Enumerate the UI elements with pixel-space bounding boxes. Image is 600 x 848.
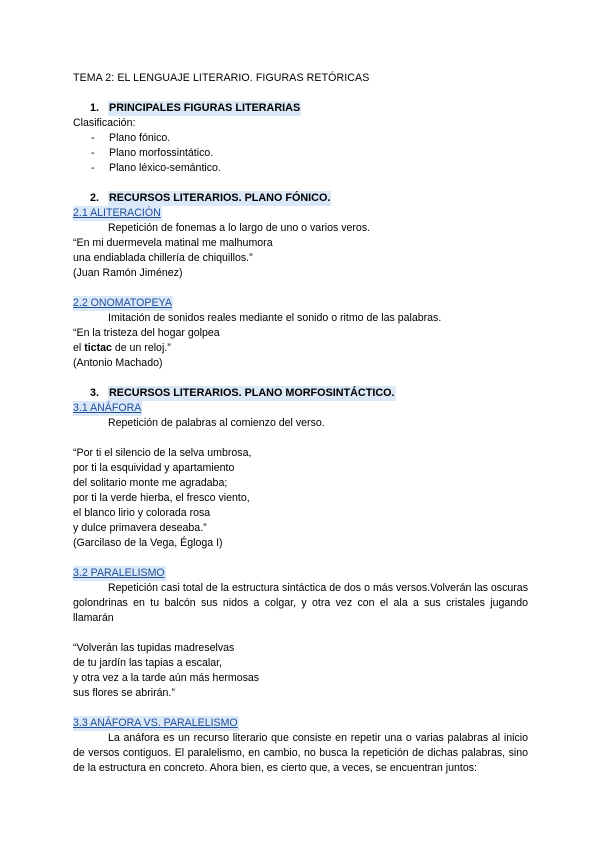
- section-2-heading: [73, 191, 528, 206]
- section-2-number: 2.: [90, 192, 100, 204]
- document-title: TEMA 2: EL LENGUAJE LITERARIO. FIGURAS RETÓRICAS: [73, 72, 370, 84]
- quote-author: (Garcilaso de la Vega, Égloga I): [73, 537, 223, 549]
- quote-author: (Juan Ramón Jiménez): [73, 267, 183, 279]
- subsection-anafora-vs-paralelismo: 3.3 ANÁFORA VS. PARALELISMO: [73, 717, 238, 729]
- quote-line: “Volverán las tupidas madreselvas: [73, 642, 235, 654]
- onomatopeya-definition: Imitación de sonidos reales mediante el sonido o ritmo de las palabras.: [108, 312, 442, 324]
- anafora-vs-paralelismo-definition: La anáfora es un recurso literario que consiste en repetir una o varias palabras al inicio de versos contiguos. El paralelismo, en cambio, no busca la repetición de dichas palabras, sino de la estructura en concreto. Ahora bien, es cierto que, a veces, se encuentran juntos:: [73, 732, 528, 774]
- anafora-definition: Repetición de palabras al comienzo del verso.: [108, 417, 325, 429]
- quote-line: una endiablada chillería de chiquillos.”: [73, 252, 253, 264]
- quote-line: sus flores se abrirán.”: [73, 687, 175, 699]
- section-1-title: PRINCIPALES FIGURAS LITERARIAS: [109, 102, 301, 114]
- quote-line: del solitario monte me agradaba;: [73, 477, 228, 489]
- quote-line: el blanco lirio y colorada rosa: [73, 507, 211, 519]
- subsection-anafora: 3.1 ANÁFORA: [73, 402, 142, 414]
- quote-line: “En la tristeza del hogar golpea: [73, 327, 220, 339]
- list-item: - Plano léxico-semántico.: [91, 162, 221, 174]
- bold-word: tictac: [84, 342, 112, 354]
- list-item: - Plano fónico.: [91, 132, 171, 144]
- classification-label: Clasificación:: [73, 117, 136, 129]
- subsection-aliteracion: 2.1 ALITERACIÓN: [73, 207, 161, 219]
- document-content: [73, 71, 528, 776]
- aliteracion-definition: Repetición de fonemas a lo largo de uno o varios veros.: [108, 222, 371, 234]
- section-1-heading: [73, 101, 528, 116]
- quote-line: y otra vez a la tarde aún más hermosas: [73, 672, 260, 684]
- quote-line: por ti la verde hierba, el fresco viento,: [73, 492, 250, 504]
- quote-author: (Antonio Machado): [73, 357, 163, 369]
- subsection-paralelismo: 3.2 PARALELISMO: [73, 567, 165, 579]
- section-2-title: RECURSOS LITERARIOS. PLANO FÓNICO.: [109, 192, 331, 204]
- quote-line: el tictac de un reloj.”: [73, 342, 171, 354]
- classification-list: [73, 131, 528, 176]
- quote-line: por ti la esquividad y apartamiento: [73, 462, 235, 474]
- quote-line: “En mi duermevela matinal me malhumora: [73, 237, 273, 249]
- subsection-onomatopeya: 2.2 ONOMATOPEYA: [73, 297, 172, 309]
- section-3-heading: [73, 386, 528, 401]
- paralelismo-definition: Repetición casi total de la estructura sintáctica de dos o más versos.Volverán las oscuras golondrinas en tu balcón sus nidos a colgar, y otra vez con el ala a sus cristales jugando llamarán: [73, 582, 528, 624]
- section-1-number: 1.: [90, 102, 100, 114]
- quote-line: “Por ti el silencio de la selva umbrosa,: [73, 447, 252, 459]
- quote-line: y dulce primavera deseaba.”: [73, 522, 207, 534]
- section-3-number: 3.: [90, 387, 100, 399]
- section-3-title: RECURSOS LITERARIOS. PLANO MORFOSINTÁCTICO.: [109, 387, 395, 399]
- list-item: - Plano morfossintático.: [91, 147, 214, 159]
- quote-line: de tu jardín las tapias a escalar,: [73, 657, 222, 669]
